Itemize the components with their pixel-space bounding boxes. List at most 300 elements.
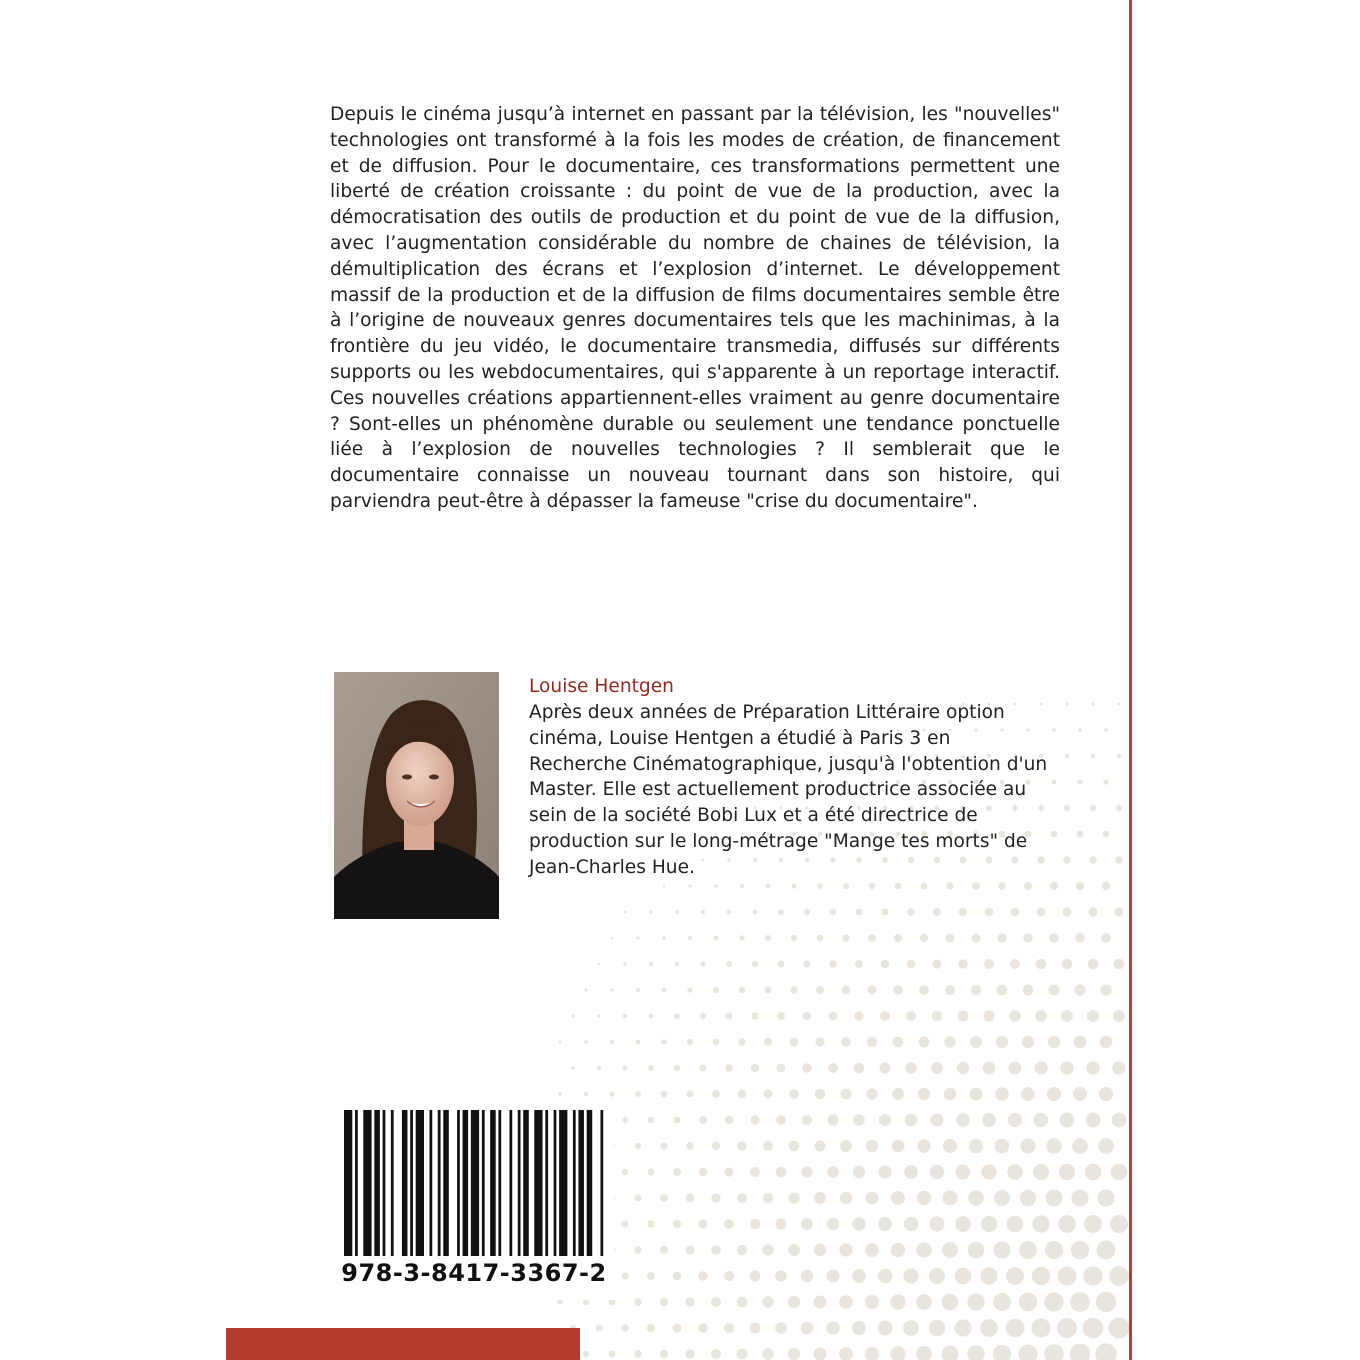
pattern-dot: [621, 1272, 628, 1279]
pattern-dot: [1085, 1164, 1101, 1180]
barcode-bar: [457, 1110, 460, 1256]
pattern-dot: [881, 908, 888, 915]
pattern-dot: [700, 961, 705, 966]
pattern-dot: [801, 1166, 812, 1177]
pattern-dot: [1097, 1241, 1116, 1260]
pattern-dot: [852, 1321, 866, 1335]
pattern-dot: [597, 1014, 601, 1018]
pattern-dot: [1020, 1138, 1035, 1153]
pattern-dot: [958, 959, 968, 969]
pattern-dot: [1032, 1215, 1049, 1232]
pattern-dot: [660, 1194, 668, 1202]
pattern-dot: [829, 1012, 838, 1021]
pattern-dot: [998, 882, 1006, 890]
pattern-dot: [686, 1194, 694, 1202]
pattern-dot: [828, 1063, 838, 1073]
pattern-dot: [1036, 959, 1046, 969]
pattern-dot: [955, 1268, 972, 1285]
barcode-bar: [471, 1110, 479, 1256]
pattern-dot: [1086, 1061, 1099, 1074]
pattern-dot: [1078, 728, 1082, 732]
pattern-dot: [929, 1320, 945, 1336]
pattern-dot: [739, 987, 745, 993]
pattern-dot: [1044, 1344, 1064, 1360]
pattern-dot: [970, 1036, 982, 1048]
pattern-dot: [959, 908, 967, 916]
pattern-dot: [880, 1011, 890, 1021]
accent-bar: [226, 1328, 580, 1360]
pattern-dot: [972, 934, 981, 943]
pattern-dot: [1108, 1317, 1129, 1338]
pattern-dot: [724, 1167, 733, 1176]
pattern-dot: [967, 1293, 984, 1310]
pattern-dot: [777, 1012, 785, 1020]
pattern-dot: [609, 1351, 616, 1358]
pattern-dot: [839, 1295, 853, 1309]
pattern-dot: [813, 1347, 826, 1360]
pattern-dot: [1086, 1113, 1101, 1128]
pattern-dot: [867, 1037, 877, 1047]
pattern-dot: [764, 1090, 773, 1099]
pattern-dot: [737, 1245, 747, 1255]
pattern-dot: [688, 884, 691, 887]
pattern-dot: [698, 1219, 707, 1228]
pattern-dot: [1074, 1036, 1087, 1049]
pattern-dot: [788, 1244, 800, 1256]
pattern-dot: [1034, 1113, 1049, 1128]
pattern-dot: [920, 882, 927, 889]
pattern-dot: [1045, 1241, 1063, 1259]
pattern-dot: [1077, 831, 1084, 838]
pattern-dot: [571, 1066, 575, 1070]
pattern-dot: [711, 1245, 721, 1255]
pattern-dot: [916, 1294, 932, 1310]
pattern-dot: [918, 1036, 929, 1047]
pattern-dot: [1035, 1010, 1047, 1022]
pattern-dot: [930, 1113, 943, 1126]
pattern-dot: [711, 1349, 721, 1359]
pattern-dot: [929, 1216, 944, 1231]
pattern-dot: [891, 1243, 906, 1258]
pattern-dot: [749, 1322, 760, 1333]
pattern-dot: [855, 960, 863, 968]
pattern-dot: [1059, 1164, 1075, 1180]
pattern-dot: [685, 1349, 694, 1358]
pattern-dot: [956, 1113, 970, 1127]
pattern-dot: [700, 1013, 706, 1019]
pattern-dot: [610, 988, 614, 992]
pattern-dot: [584, 1092, 588, 1096]
pattern-dot: [1109, 1266, 1129, 1286]
pattern-dot: [1057, 1318, 1077, 1338]
pattern-dot: [852, 1217, 865, 1230]
pattern-dot: [673, 1272, 682, 1281]
pattern-dot: [944, 1036, 955, 1047]
barcode-bar: [573, 1110, 576, 1256]
pattern-dot: [558, 1040, 561, 1043]
pattern-dot: [649, 962, 653, 966]
pattern-dot: [1019, 1241, 1037, 1259]
pattern-dot: [647, 1324, 655, 1332]
pattern-dot: [571, 1014, 574, 1017]
pattern-dot: [894, 934, 902, 942]
barcode-bar: [416, 1110, 424, 1256]
pattern-dot: [853, 1166, 865, 1178]
pattern-dot: [648, 1117, 655, 1124]
pattern-dot: [1077, 779, 1082, 784]
pattern-dot: [762, 1244, 773, 1255]
pattern-dot: [1089, 908, 1098, 917]
pattern-dot: [788, 1296, 800, 1308]
pattern-dot: [1103, 831, 1110, 838]
author-name: Louise Hentgen: [529, 676, 674, 697]
pattern-dot: [777, 1064, 786, 1073]
pattern-dot: [752, 961, 758, 967]
pattern-dot: [737, 1349, 748, 1360]
pattern-dot: [598, 963, 601, 966]
pattern-dot: [1117, 754, 1122, 759]
pattern-dot: [869, 883, 875, 889]
pattern-dot: [943, 1139, 957, 1153]
pattern-dot: [803, 1012, 811, 1020]
pattern-dot: [737, 1297, 748, 1308]
barcode-bar: [438, 1110, 441, 1256]
pattern-dot: [649, 910, 652, 913]
pattern-dot: [1066, 703, 1069, 706]
pattern-dot: [980, 1319, 998, 1337]
pattern-dot: [649, 1014, 654, 1019]
pattern-dot: [803, 960, 810, 967]
pattern-dot: [662, 988, 667, 993]
pattern-dot: [868, 986, 877, 995]
pattern-dot: [905, 1062, 916, 1073]
pattern-dot: [737, 1141, 746, 1150]
pattern-dot: [635, 1143, 641, 1149]
pattern-dot: [968, 1242, 985, 1259]
pattern-dot: [1048, 1036, 1061, 1049]
pattern-dot: [839, 1243, 852, 1256]
pattern-dot: [1111, 1164, 1128, 1181]
pattern-dot: [1076, 882, 1084, 890]
pattern-dot: [1009, 1062, 1022, 1075]
pattern-dot: [942, 1242, 958, 1258]
pattern-dot: [814, 1244, 826, 1256]
pattern-dot: [816, 986, 824, 994]
pattern-dot: [634, 1298, 642, 1306]
pattern-dot: [763, 1141, 773, 1151]
pattern-dot: [698, 1323, 708, 1333]
pattern-dot: [958, 1011, 969, 1022]
pattern-dot: [982, 1113, 996, 1127]
pattern-dot: [674, 1013, 680, 1019]
pattern-dot: [1060, 1061, 1073, 1074]
pattern-dot: [1104, 728, 1108, 732]
pattern-dot: [791, 883, 796, 888]
pattern-dot: [865, 1243, 879, 1257]
barcode-bar: [600, 1110, 603, 1256]
pattern-dot: [699, 1064, 706, 1071]
pattern-dot: [764, 1038, 772, 1046]
pattern-dot: [969, 1087, 982, 1100]
barcode-bar: [374, 1110, 380, 1256]
pattern-dot: [1075, 933, 1085, 943]
pattern-dot: [740, 884, 744, 888]
pattern-dot: [1070, 1344, 1091, 1360]
pattern-dot: [980, 1267, 997, 1284]
pattern-dot: [1116, 805, 1122, 811]
barcode-bar: [391, 1110, 394, 1256]
pattern-dot: [1048, 984, 1059, 995]
pattern-dot: [827, 1166, 839, 1178]
pattern-dot: [1044, 1292, 1063, 1311]
pattern-dot: [609, 1091, 614, 1096]
pattern-dot: [673, 1324, 682, 1333]
pattern-dot: [712, 1090, 720, 1098]
pattern-dot: [942, 1346, 959, 1360]
pattern-dot: [878, 1165, 891, 1178]
pattern-dot: [878, 1321, 893, 1336]
pattern-dot: [971, 985, 981, 995]
pattern-dot: [916, 1242, 931, 1257]
pattern-dot: [1091, 754, 1095, 758]
pattern-dot: [775, 1218, 786, 1229]
pattern-dot: [776, 1167, 787, 1178]
pattern-dot: [828, 1115, 839, 1126]
pattern-dot: [1019, 1293, 1038, 1312]
pattern-dot: [1031, 1318, 1050, 1337]
pattern-dot: [997, 933, 1006, 942]
pattern-dot: [956, 1165, 971, 1180]
pattern-dot: [918, 1088, 930, 1100]
pattern-dot: [1065, 754, 1069, 758]
barcode-bar: [344, 1110, 352, 1256]
pattern-dot: [856, 909, 863, 916]
pattern-dot: [1046, 1138, 1061, 1153]
pattern-dot: [1103, 779, 1108, 784]
pattern-dot: [1097, 1189, 1114, 1206]
pattern-dot: [942, 1294, 959, 1311]
pattern-dot: [634, 1350, 642, 1358]
pattern-dot: [879, 1114, 891, 1126]
pattern-dot: [776, 1115, 786, 1125]
pattern-dot: [841, 1037, 851, 1047]
pattern-dot: [1051, 831, 1058, 838]
pattern-dot: [907, 960, 916, 969]
pattern-dot: [623, 962, 626, 965]
pattern-dot: [1111, 1112, 1126, 1127]
pattern-dot: [724, 1271, 734, 1281]
pattern-dot: [675, 910, 679, 914]
pattern-dot: [984, 959, 994, 969]
pattern-dot: [673, 1168, 681, 1176]
pattern-dot: [1071, 1241, 1090, 1260]
pattern-dot: [903, 1320, 919, 1336]
pattern-dot: [1083, 1266, 1102, 1285]
pattern-dot: [1058, 1267, 1077, 1286]
pattern-dot: [1034, 1061, 1047, 1074]
barcode-bar: [523, 1110, 529, 1256]
pattern-dot: [789, 1141, 799, 1151]
pattern-dot: [1089, 856, 1096, 863]
barcode-bars: [344, 1110, 606, 1256]
pattern-dot: [1110, 1215, 1128, 1233]
pattern-dot: [853, 1114, 865, 1126]
pattern-dot: [815, 1037, 824, 1046]
pattern-dot: [1063, 908, 1072, 917]
pattern-dot: [1050, 882, 1058, 890]
pattern-dot: [852, 1269, 866, 1283]
pattern-dot: [904, 1165, 918, 1179]
pattern-dot: [817, 883, 823, 889]
pattern-dot: [954, 1319, 971, 1336]
pattern-dot: [791, 935, 797, 941]
pattern-dot: [1083, 1318, 1104, 1339]
pattern-dot: [1032, 1267, 1050, 1285]
pattern-dot: [750, 1219, 760, 1229]
pattern-dot: [829, 960, 837, 968]
pattern-dot: [972, 882, 980, 890]
pattern-dot: [673, 1116, 680, 1123]
pattern-dot: [1098, 1138, 1114, 1154]
pattern-dot: [801, 1322, 814, 1335]
author-photo: [334, 672, 499, 919]
pattern-dot: [1092, 703, 1095, 706]
pattern-dot: [1058, 1215, 1076, 1233]
barcode-bar: [518, 1110, 521, 1256]
pattern-dot: [660, 1350, 669, 1359]
barcode-bar: [498, 1110, 501, 1256]
pattern-dot: [1114, 959, 1125, 970]
pattern-dot: [687, 1039, 693, 1045]
author-bio: Après deux années de Préparation Littéraire option cinéma, Louise Hentgen a étudié à Paris 3 en Recherche Cinématographique, jusqu'à l'obtention d'un Master. Elle est actuellement productrice associée au sein de la société Bobi Lux et a été directrice de production sur le long-métrage "Mange tes morts" de Jean-Charles Hue.: [529, 702, 1048, 878]
pattern-dot: [996, 1036, 1008, 1048]
pattern-dot: [687, 987, 692, 992]
pattern-dot: [1020, 1190, 1036, 1206]
pattern-dot: [916, 1346, 932, 1360]
pattern-dot: [699, 1116, 707, 1124]
pattern-dot: [726, 1013, 733, 1020]
pattern-dot: [635, 1091, 641, 1097]
pattern-dot: [647, 1272, 655, 1280]
pattern-dot: [1073, 1087, 1087, 1101]
barcode-bar: [545, 1110, 548, 1256]
pattern-dot: [738, 1038, 745, 1045]
pattern-dot: [893, 985, 902, 994]
pattern-dot: [724, 1219, 734, 1229]
pattern-dot: [737, 1193, 747, 1203]
pattern-dot: [801, 1218, 813, 1230]
pattern-dot: [1061, 1010, 1073, 1022]
pattern-dot: [1062, 959, 1072, 969]
pattern-dot: [624, 911, 626, 913]
pattern-dot: [895, 883, 902, 890]
pattern-dot: [995, 1087, 1008, 1100]
pattern-dot: [868, 934, 876, 942]
pattern-dot: [1022, 1036, 1034, 1048]
pattern-dot: [830, 909, 836, 915]
pattern-dot: [865, 1347, 880, 1360]
pattern-dot: [1084, 1215, 1102, 1233]
pattern-dot: [674, 1065, 680, 1071]
pattern-dot: [751, 1012, 758, 1019]
pattern-dot: [1115, 856, 1123, 864]
pattern-dot: [1100, 984, 1111, 995]
pattern-dot: [750, 1115, 759, 1124]
pattern-dot: [622, 1065, 627, 1070]
pattern-dot: [751, 1064, 759, 1072]
pattern-dot: [920, 934, 928, 942]
pattern-dot: [647, 1168, 654, 1175]
pattern-dot: [636, 988, 640, 992]
pattern-dot: [967, 1345, 985, 1360]
pattern-dot: [596, 1325, 603, 1332]
pattern-dot: [854, 1063, 864, 1073]
pattern-dot: [865, 1295, 879, 1309]
pattern-dot: [686, 1090, 693, 1097]
pattern-dot: [585, 989, 588, 992]
pattern-dot: [634, 1246, 641, 1253]
pattern-dot: [738, 1090, 746, 1098]
pattern-dot: [1021, 1087, 1035, 1101]
barcode-bar: [443, 1110, 449, 1256]
pattern-dot: [929, 1268, 945, 1284]
pattern-dot: [1114, 907, 1123, 916]
pattern-dot: [701, 910, 705, 914]
pattern-dot: [647, 1220, 655, 1228]
pattern-dot: [557, 1299, 562, 1304]
pattern-dot: [750, 1271, 761, 1282]
pattern-dot: [904, 1217, 919, 1232]
pattern-dot: [993, 1293, 1011, 1311]
barcode-bar: [554, 1110, 557, 1256]
pattern-dot: [1070, 1292, 1090, 1312]
barcode-bar: [578, 1110, 584, 1256]
pattern-dot: [930, 1165, 944, 1179]
spine-edge-line: [1129, 0, 1132, 1360]
pattern-dot: [788, 1348, 800, 1360]
pattern-dot: [827, 1218, 840, 1231]
pattern-dot: [981, 1216, 997, 1232]
pattern-dot: [698, 1271, 707, 1280]
pattern-dot: [763, 1193, 774, 1204]
pattern-dot: [890, 1346, 905, 1360]
pattern-dot: [778, 909, 784, 915]
pattern-dot: [610, 1040, 614, 1044]
pattern-dot: [826, 1321, 839, 1334]
pattern-dot: [622, 1117, 628, 1123]
pattern-dot: [840, 1140, 852, 1152]
pattern-dot: [789, 1089, 799, 1099]
barcode-bar: [509, 1110, 512, 1256]
pattern-dot: [584, 1040, 588, 1044]
pattern-dot: [727, 910, 732, 915]
pattern-dot: [750, 1167, 760, 1177]
pattern-dot: [764, 986, 771, 993]
pattern-dot: [1007, 1164, 1023, 1180]
pattern-dot: [1072, 1138, 1088, 1154]
pattern-dot: [944, 1088, 957, 1101]
pattern-dot: [673, 1220, 681, 1228]
pattern-dot: [611, 937, 614, 940]
pattern-dot: [1047, 1087, 1061, 1101]
pattern-dot: [933, 908, 941, 916]
barcode-bar: [402, 1110, 408, 1256]
barcode-bar: [383, 1110, 386, 1256]
pattern-dot: [1018, 1344, 1037, 1360]
pattern-dot: [752, 909, 757, 914]
pattern-dot: [919, 985, 929, 995]
pattern-dot: [1006, 1319, 1025, 1338]
